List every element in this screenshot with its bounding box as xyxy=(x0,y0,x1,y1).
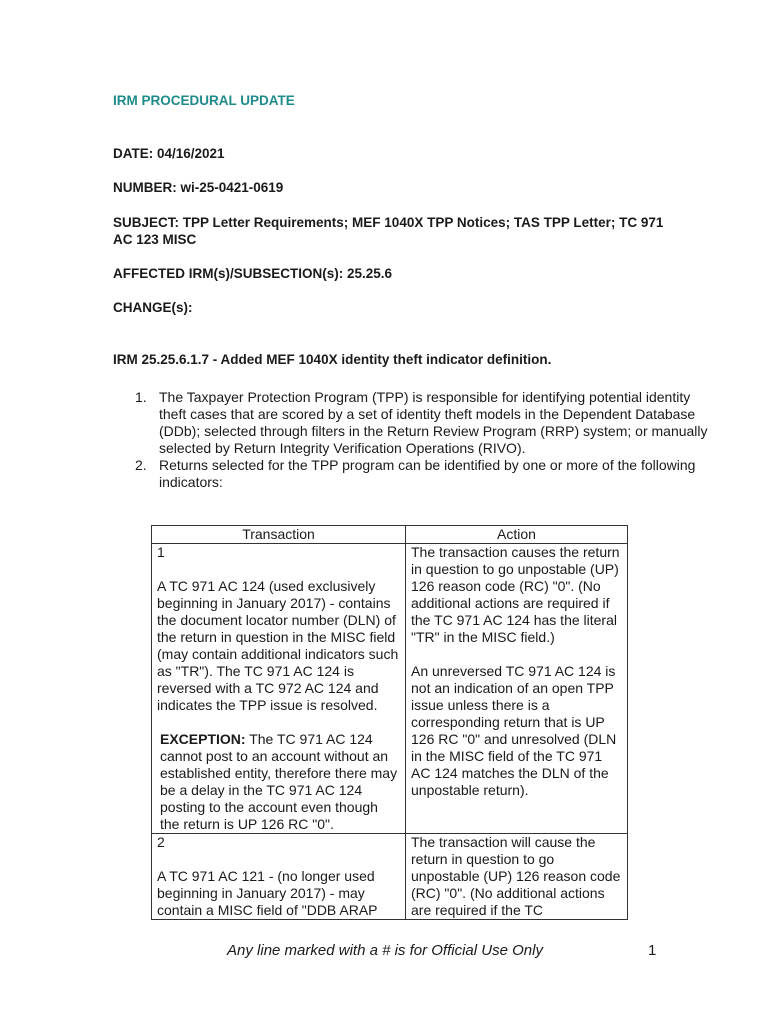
affected-irm-line: AFFECTED IRM(s)/SUBSECTION(s): 25.25.6 xyxy=(113,266,393,281)
numbered-list xyxy=(113,389,709,491)
row-number: 2 xyxy=(157,834,165,850)
list-item-text: Returns selected for the TPP program can be identified by one or more of the following indicators: xyxy=(159,457,696,490)
table-row xyxy=(152,544,628,834)
transaction-text: A TC 971 AC 124 (used exclusively beginning in January 2017) - contains the document locator number (DLN) of the return in question in the MISC field (may contain additional indicators such as "TR"). The TC 971 AC 124 is reversed with a TC 972 AC 124 and indicates the TPP issue is resolved. xyxy=(157,578,399,713)
exception-text: The TC 971 AC 124 cannot post to an account without an established entity, therefore there may be a delay in the TC 971 AC 124 posting to the account even though the return is UP 126 RC "0". xyxy=(160,731,398,832)
list-item-text: The Taxpayer Protection Program (TPP) is responsible for identifying potential identity theft cases that are scored by a set of identity theft models in the Dependent Database (DDb); selected through filters in the Return Review Program (RRP) system; or manually selected by Return Integrity Verification Operations (RIVO). xyxy=(159,389,708,456)
list-item-number: 1. xyxy=(135,389,147,405)
date-line: DATE: 04/16/2021 xyxy=(113,146,225,161)
action-cell xyxy=(406,544,628,834)
list-item xyxy=(135,457,709,491)
column-header-action: Action xyxy=(406,526,628,544)
transaction-cell xyxy=(152,544,406,834)
action-text: An unreversed TC 971 AC 124 is not an indication of an open TPP issue unless there is a corresponding return that is UP 126 RC "0" and unresolved (DLN in the MISC field of the TC 971 AC 124 matches the DLN of the unpostable return). xyxy=(411,663,617,798)
list-item xyxy=(135,389,709,457)
section-heading: IRM 25.25.6.1.7 - Added MEF 1040X identity theft indicator definition. xyxy=(113,352,552,367)
footer-note: Any line marked with a # is for Official Use Only xyxy=(227,942,543,959)
list-item-number: 2. xyxy=(135,457,147,473)
action-text: The transaction causes the return in question to go unpostable (UP) 126 reason code (RC) "0". (No additional actions are required if the TC 971 AC 124 has the literal "TR" in the MISC field.) xyxy=(411,544,620,645)
table-header-row xyxy=(152,526,628,544)
table-row xyxy=(152,834,628,920)
action-cell xyxy=(406,834,628,920)
document-title: IRM PROCEDURAL UPDATE xyxy=(113,93,295,108)
transaction-text: A TC 971 AC 121 - (no longer used beginning in January 2017) - may contain a MISC field of "DDB ARAP xyxy=(157,868,378,918)
changes-label: CHANGE(s): xyxy=(113,300,193,315)
number-line: NUMBER: wi-25-0421-0619 xyxy=(113,180,284,195)
page-number: 1 xyxy=(648,942,657,959)
exception-label: EXCEPTION: xyxy=(160,731,246,747)
action-text: The transaction will cause the return in question to go unpostable (UP) 126 reason code (RC) "0". (No additional actions are required if the TC xyxy=(411,834,621,918)
transaction-cell xyxy=(152,834,406,920)
subject-line: SUBJECT: TPP Letter Requirements; MEF 1040X TPP Notices; TAS TPP Letter; TC 971 AC 123 MISC xyxy=(113,215,664,247)
exception-note xyxy=(157,731,400,833)
column-header-transaction: Transaction xyxy=(152,526,406,544)
indicators-table xyxy=(151,525,628,920)
row-number: 1 xyxy=(157,544,165,560)
